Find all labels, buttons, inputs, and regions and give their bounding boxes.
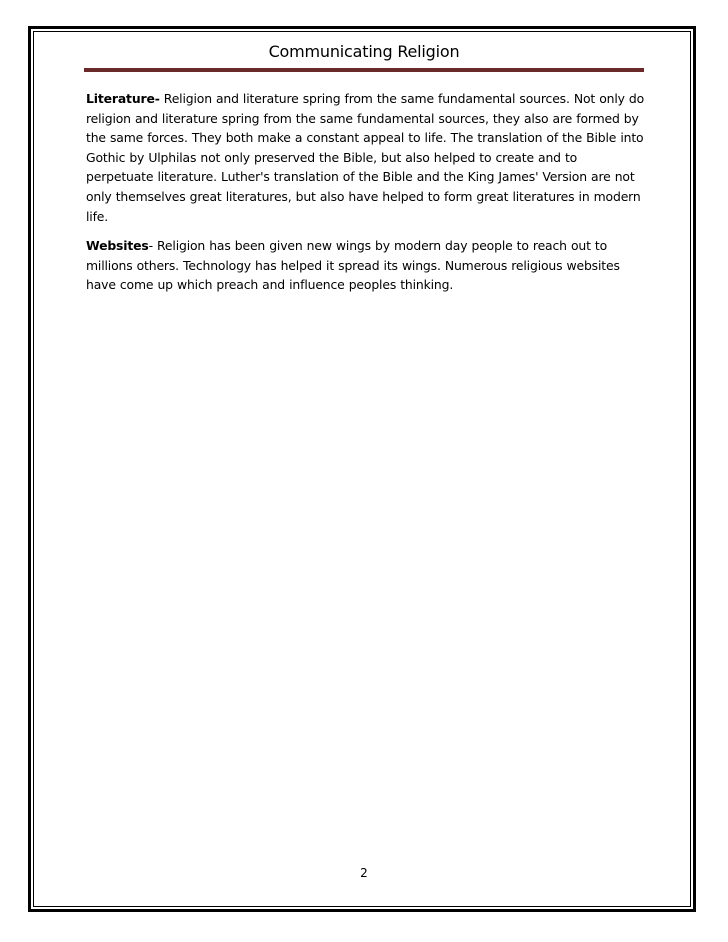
- document-body: [86, 89, 646, 305]
- page-header-title: Communicating Religion: [268, 42, 460, 61]
- paragraph-term: Websites: [86, 238, 149, 254]
- header-rule: [84, 68, 644, 72]
- paragraph-text: - Religion has been given new wings by modern day people to reach out to millions others. Technology has helped it spread its wings. Numerous religious websites have come up which preach and influence peoples thinking.: [86, 238, 620, 293]
- page-number: 2: [360, 866, 368, 880]
- paragraph-literature: [86, 89, 646, 226]
- paragraph-term: Literature-: [86, 91, 160, 106]
- paragraph-websites: [86, 236, 646, 295]
- paragraph-text: Religion and literature spring from the same fundamental sources. Not only do religion and literature spring from the same fundamental sources, they also are formed by the same forces. They both make a constant appeal to life. The translation of the Bible into Gothic by Ulphilas not only preserved the Bible, but also helped to create and to perpetuate literature. Luther's translation of the Bible and the King James' Version are not only themselves great literatures, but also have helped to form great literatures in modern life.: [86, 91, 645, 224]
